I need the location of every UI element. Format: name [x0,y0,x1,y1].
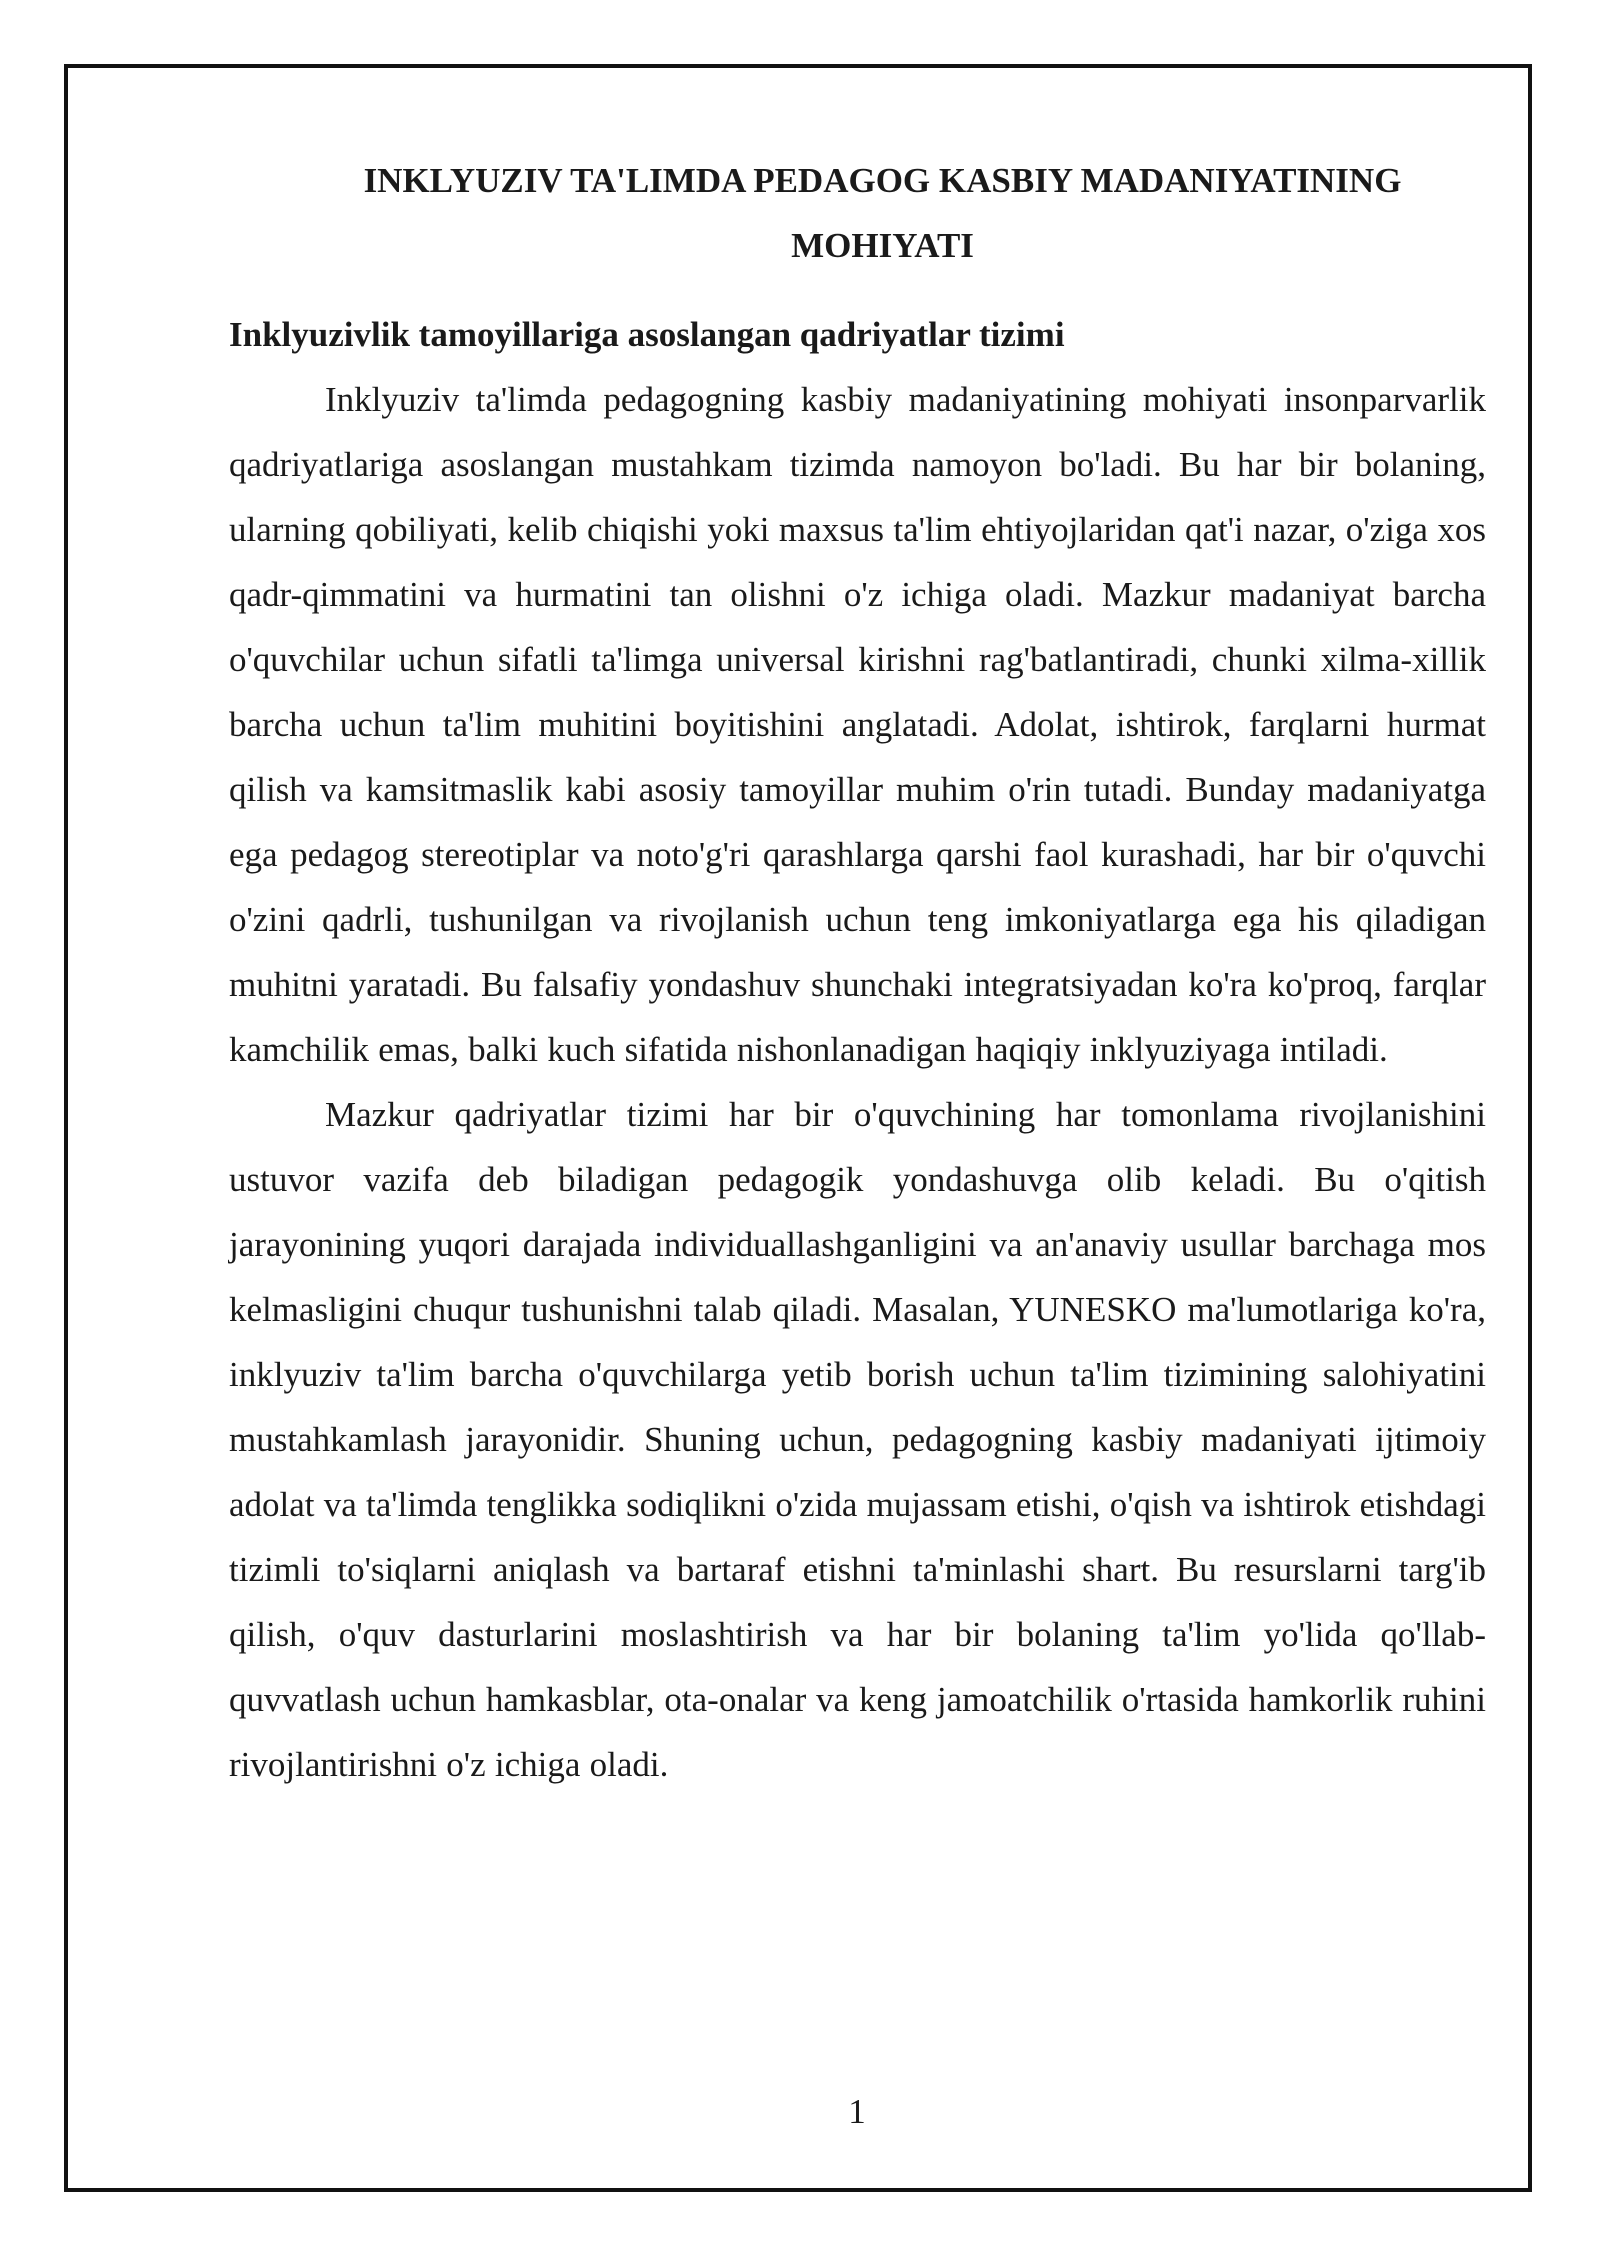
paragraph-1: Inklyuziv ta'limda pedagogning kasbiy madaniyatining mohiyati insonparvarlik qadriyatlariga asoslangan mustahkam tizimda namoyon bo'ladi. Bu har bir bolaning, ularning qobiliyati, kelib chiqishi yoki maxsus ta'lim ehtiyojlaridan qat'i nazar, o'ziga xos qadr-qimmatini va hurmatini tan olishni o'z ichiga oladi. Mazkur madaniyat barcha o'quvchilar uchun sifatli ta'limga universal kirishni rag'batlantiradi, chunki xilma-xillik barcha uchun ta'lim muhitini boyitishini anglatadi. Adolat, ishtirok, farqlarni hurmat qilish va kamsitmaslik kabi asosiy tamoyillar muhim o'rin tutadi. Bunday madaniyatga ega pedagog stereotiplar va noto'g'ri qarashlarga qarshi faol kurashadi, har bir o'quvchi o'zini qadrli, tushunilgan va rivojlanish uchun teng imkoniyatlarga ega his qiladigan muhitni yaratadi. Bu falsafiy yondashuv shunchaki integratsiyadan ko'ra ko'proq, farqlar kamchilik emas, balki kuch sifatida nishonlanadigan haqiqiy inklyuziyaga intiladi. [229,380,1486,1069]
paragraph-2: Mazkur qadriyatlar tizimi har bir o'quvchining har tomonlama rivojlanishini ustuvor vazifa deb biladigan pedagogik yondashuvga olib keladi. Bu o'qitish jarayonining yuqori darajada individuallashganligini va an'anaviy usullar barchaga mos kelmasligini chuqur tushunishni talab qiladi. Masalan, YUNESKO ma'lumotlariga ko'ra, inklyuziv ta'lim barcha o'quvchilarga yetib borish uchun ta'lim tizimining salohiyatini mustahkamlash jarayonidir. Shuning uchun, pedagogning kasbiy madaniyati ijtimoiy adolat va ta'limda tenglikka sodiqlikni o'zida mujassam etishi, o'qish va ishtirok etishdagi tizimli to'siqlarni aniqlash va bartaraf etishni ta'minlashi shart. Bu resurslarni targ'ib qilish, o'quv dasturlarini moslashtirish va har bir bolaning ta'lim yo'lida qo'llab-quvvatlash uchun hamkasblar, ota-onalar va keng jamoatchilik o'rtasida hamkorlik ruhini rivojlantirishni o'z ichiga oladi. [229,1095,1486,1784]
page-number: 1 [848,2092,866,2131]
section-heading: Inklyuzivlik tamoyillariga asoslangan qadriyatlar tizimi [229,315,1065,354]
document-title: INKLYUZIV TA'LIMDA PEDAGOG KASBIY MADANIYATINING MOHIYATI [363,161,1402,265]
document-body [229,148,1486,1797]
